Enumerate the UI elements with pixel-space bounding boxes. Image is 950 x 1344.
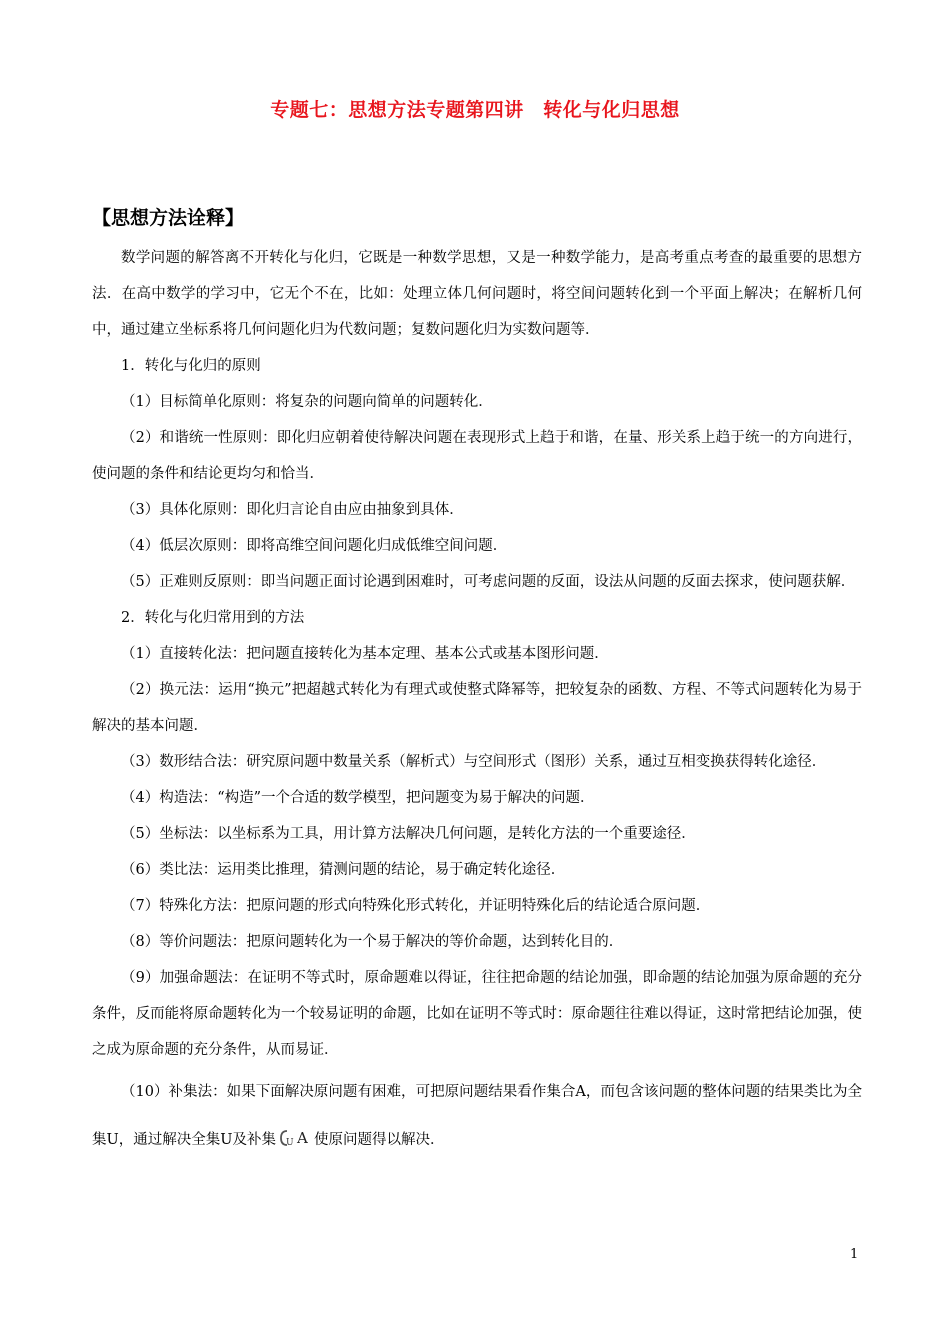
- method-10-text-after: 使原问题得以解决．: [313, 1132, 445, 1148]
- principle-item: （3）具体化原则：即化归言论自由应由抽象到具体．: [121, 502, 464, 518]
- method-item-10: [92, 1068, 862, 1164]
- method-item: （3）数形结合法：研究原问题中数量关系（解析式）与空间形式（图形）关系，通过互相变换获得转化途径．: [121, 754, 827, 770]
- method-item: （4）构造法：“构造”一个合适的数学模型，把问题变为易于解决的问题．: [121, 790, 595, 806]
- method-item: （8）等价问题法：把原问题转化为一个易于解决的等价命题，达到转化目的．: [121, 934, 624, 950]
- method-item: （2）换元法：运用“换元”把超越式转化为有理式或使整式降幂等，把较复杂的函数、方程、不等式问题转化为易于解决的基本问题．: [92, 682, 862, 734]
- principles-heading: 1．转化与化归的原则: [121, 358, 261, 374]
- method-item: （1）直接转化法：把问题直接转化为基本定理、基本公式或基本图形问题．: [121, 646, 609, 662]
- method-item: （5）坐标法：以坐标系为工具，用计算方法解决几何问题，是转化方法的一个重要途径．: [121, 826, 696, 842]
- page-title: 专题七：思想方法专题第四讲 转化与化归思想: [270, 99, 680, 121]
- principle-item: （5）正难则反原则：即当问题正面讨论遇到困难时，可考虑问题的反面，设法从问题的反面去探求，使问题获解．: [121, 574, 856, 590]
- principle-item: （2）和谐统一性原则：即化归应朝着使待解决问题在表现形式上趋于和谐，在量、形关系上趋于统一的方向进行，使问题的条件和结论更均匀和恰当．: [92, 430, 862, 482]
- complement-subscript: U: [285, 1138, 294, 1148]
- method-item: （9）加强命题法：在证明不等式时，原命题难以得证，往往把命题的结论加强，即命题的结论加强为原命题的充分条件，反而能将原命题转化为一个较易证明的命题，比如在证明不等式时：原命题往往难以得证，这时常把结论加强，使之成为原命题的充分条件，从而易证．: [92, 970, 862, 1058]
- method-item: （7）特殊化方法：把原问题的形式向特殊化形式转化，并证明特殊化后的结论适合原问题．: [121, 898, 711, 914]
- complement-symbol-svg: [278, 1128, 312, 1148]
- section-heading: 【思想方法诠释】: [92, 207, 245, 229]
- body-text: [92, 240, 862, 1164]
- principle-item: （1）目标简单化原则：将复杂的问题向简单的问题转化．: [121, 394, 493, 410]
- intro-paragraph: 数学问题的解答离不开转化与化归，它既是一种数学思想，又是一种数学能力，是高考重点考查的最重要的思想方法．在高中数学的学习中，它无个不在，比如：处理立体几何问题时，将空间问题转化到一个平面上解决；在解析几何中，通过建立坐标系将几何问题化归为代数问题；复数问题化归为实数问题等．: [92, 250, 862, 338]
- method-10-text-before: （10）补集法：如果下面解决原问题有困难，可把原问题结果看作集合A，而包含该问题的整体问题的结果类比为全集U，通过解决全集U及补集: [92, 1084, 862, 1148]
- methods-heading: 2．转化与化归常用到的方法: [121, 610, 305, 626]
- method-item: （6）类比法：运用类比推理，猜测问题的结论，易于确定转化途径．: [121, 862, 566, 878]
- complement-symbol-icon: [278, 1128, 312, 1148]
- complement-main: A: [296, 1129, 308, 1147]
- page-number: 1: [850, 1247, 859, 1262]
- principle-item: （4）低层次原则：即将高维空间问题化归成低维空间问题．: [121, 538, 508, 554]
